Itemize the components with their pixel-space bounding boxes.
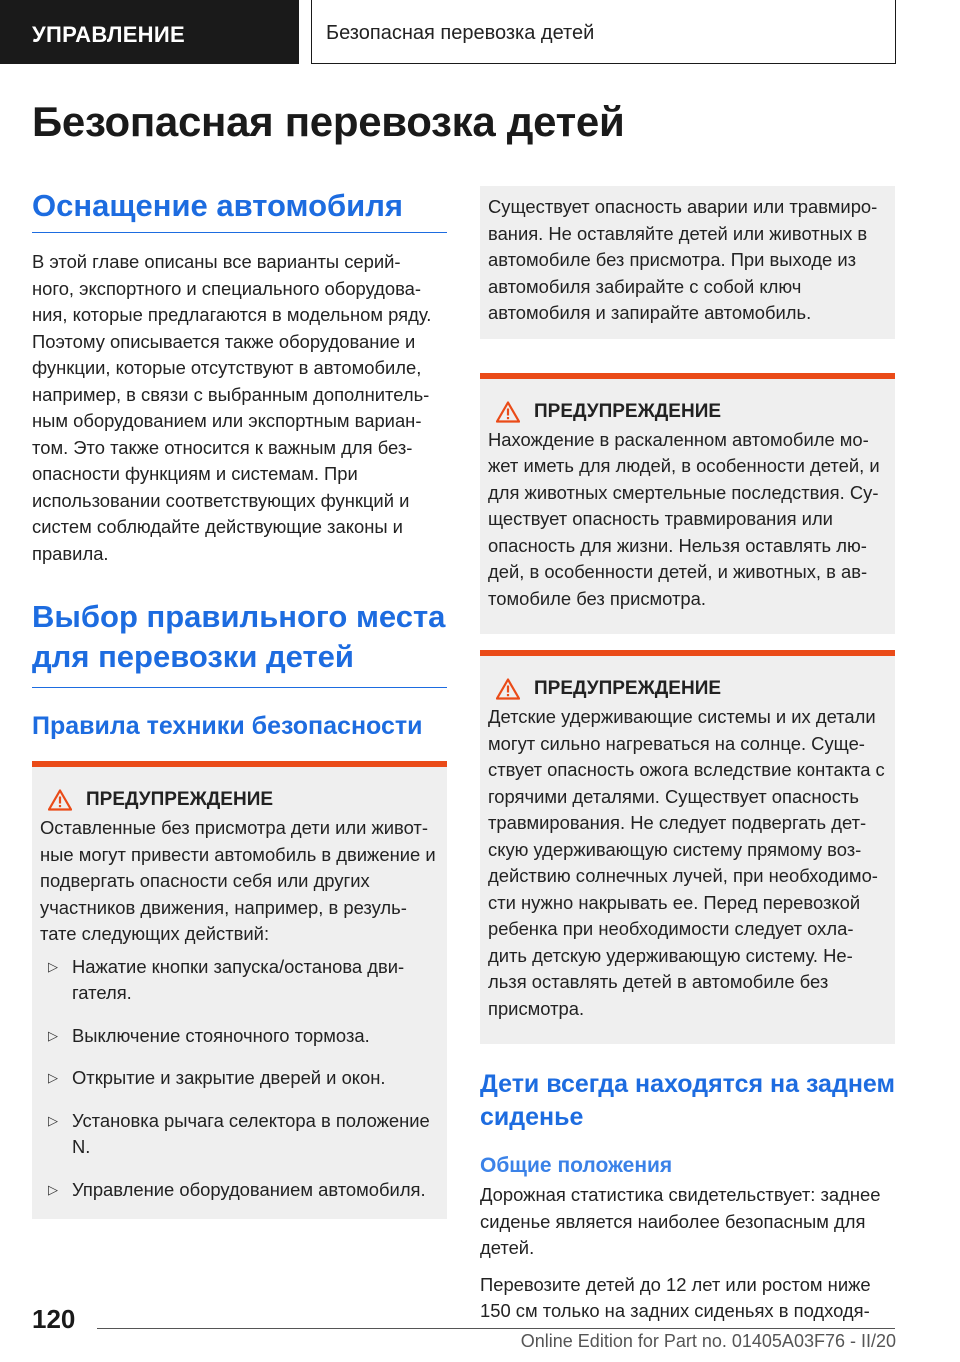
heading-safety-rules: Правила техники безопасности [32, 712, 423, 740]
list-item [40, 1108, 439, 1161]
list-triangle-icon: ▷ [48, 1027, 58, 1043]
warning-title [496, 678, 887, 700]
list-item [40, 1023, 439, 1050]
header-section-label: УПРАВЛЕНИЕ [0, 0, 299, 64]
list-item-text: Управление оборудованием автомобиля. [72, 1178, 426, 1200]
warning-box-hot-car [480, 373, 895, 635]
warning-title-text: ПРЕДУПРЕЖДЕНИЕ [534, 400, 722, 422]
footer-edition: Online Edition for Part no. 01405A03F76 - II/20 [520, 1331, 896, 1351]
list-item-text: Нажатие кнопки запуска/останова дви- гателя. [72, 955, 405, 1003]
warning-title-text: ПРЕДУПРЕЖДЕНИЕ [534, 678, 722, 699]
list-item-text: Открытие и закрытие дверей и окон. [72, 1067, 386, 1088]
list-triangle-icon: ▷ [48, 1181, 58, 1197]
warning-title [48, 789, 439, 811]
page-number: 120 [32, 1304, 76, 1334]
warning-triangle-icon [48, 789, 72, 811]
warning-triangle-icon [496, 678, 520, 700]
left-column [32, 186, 447, 1219]
list-item [40, 954, 439, 1007]
list-item [40, 1065, 439, 1092]
header-topic-label: Безопасная перевозка детей [311, 0, 896, 64]
page-title: Безопасная перевозка детей [32, 98, 625, 145]
warning-action-list [40, 954, 439, 1204]
heading-choose-seat: Выбор правильного места для перевозки детей [32, 597, 447, 688]
warning-triangle-icon [496, 401, 520, 423]
list-item [40, 1177, 439, 1204]
paragraph-equipment: В этой главе описаны все варианты серий- ного, экспортного и специального оборудова- ния, которые предлагаются в модельном ряду. Поэтому описывается также оборудование и функции, которые отсутствуют в автомобиле, например, в связи с выбранным дополнитель- ным оборудованием или экспортным вариан- том. Это также относится к важным для без- опасности функциям и системам. При использовании соответствующих функций и систем соблюдайте действующие законы и правила. [32, 251, 432, 564]
warning-continuation-text: Существует опасность аварии или травмиро- вания. Не оставляйте детей или животных в автомобиле без присмотра. При выходе из автомобиля забирайте с собой ключ автомобиля и запирайте автомобиль. [488, 196, 878, 323]
list-triangle-icon: ▷ [48, 1070, 58, 1085]
footer-divider [97, 1328, 895, 1329]
heading-children-rear-seat: Дети всегда находятся на заднем сиденье [480, 1070, 896, 1131]
warning-text: Оставленные без присмотра дети или живот- ные могут привести автомобиль в движение и подвергать опасности себя или других участников движения, например, в резуль- тате следующих действий: [40, 817, 436, 944]
warning-box-hot-seat [480, 650, 895, 1044]
list-item-text: Выключение стояночного тормоза. [72, 1024, 370, 1046]
right-column [480, 186, 895, 1325]
warning-box-unattended [32, 761, 447, 1219]
paragraph-age-height: Перевозите детей до 12 лет или ростом ниже 150 см только на задних сиденьях в подходя- [480, 1273, 871, 1321]
list-item-text: Установка рычага селектора в положение N. [72, 1109, 430, 1157]
warning-title [496, 401, 887, 423]
list-triangle-icon: ▷ [48, 958, 58, 974]
list-triangle-icon: ▷ [48, 1112, 58, 1128]
heading-general: Общие положения [480, 1154, 673, 1177]
warning-continuation-box [480, 186, 895, 339]
warning-title-text: ПРЕДУПРЕЖДЕНИЕ [86, 789, 274, 810]
warning-text: Детские удерживающие системы и их детали могут сильно нагреваться на солнце. Суще- ствует опасность ожога вследствие контакта с горячими деталями. Существует опасность травмирования. Не следует подвергать дет- скую удерживающую систему прямому воз- действию солнечных лучей, при необходимо- сти нужно накрывать ее. Перед перевозкой ребенка при необходимости следует охла- дить детскую удерживающую систему. Не- льзя оставлять детей в автомобиле без присмотра. [488, 706, 885, 1019]
heading-equipment: Оснащение автомобиля [32, 186, 447, 233]
paragraph-statistics: Дорожная статистика свидетельствует: заднее сиденье является наиболее безопасным для детей. [480, 1184, 881, 1258]
warning-text: Нахождение в раскаленном автомобиле мо- жет иметь для людей, в особенности детей, и для животных смертельные последствия. Су- ществует опасность травмирования или опасность для жизни. Нельзя оставлять лю- дей, в особенности детей, и животных, в ав- томобиле без присмотра. [488, 428, 880, 609]
